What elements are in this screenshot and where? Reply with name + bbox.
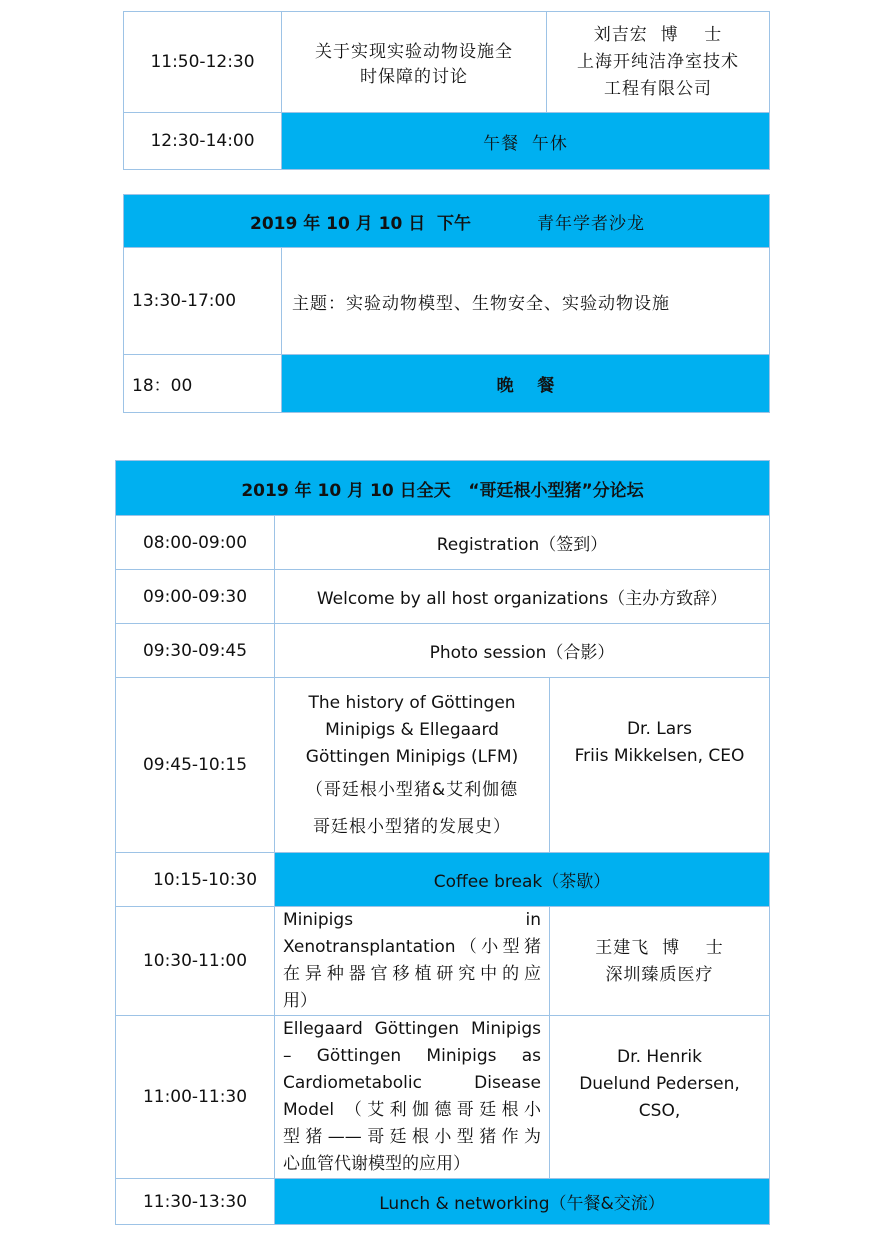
- time-cell: 10:30-11:00: [116, 907, 275, 1016]
- event-cell: Welcome by all host organizations（主办方致辞）: [275, 570, 770, 624]
- topic-line: Cardiometabolic Disease: [283, 1073, 541, 1093]
- time-cell: 12:30-14:00: [124, 113, 282, 170]
- table-row: [124, 113, 770, 170]
- schedule-table-1: [123, 11, 770, 170]
- topic-line: 心血管代谢模型的应用）: [283, 1154, 470, 1174]
- topic-cell: [275, 907, 550, 1016]
- event-cell: Photo session（合影）: [275, 624, 770, 678]
- time-cell: 11:50-12:30: [124, 12, 282, 113]
- time-cell: 08:00-09:00: [116, 516, 275, 570]
- time-cell: 13:30-17:00: [124, 248, 282, 355]
- header-date: 2019 年 10 月 10 日 下午: [250, 213, 472, 234]
- speaker-line: Duelund Pedersen,: [579, 1074, 740, 1094]
- topic-line: 在异种器官移植研究中的应: [283, 964, 541, 984]
- topic-line: Minipigs & Ellegaard: [325, 719, 499, 740]
- table-row: [124, 355, 770, 413]
- topic-line: 型猪——哥廷根小型猪作为: [283, 1127, 541, 1147]
- table-row: [124, 12, 770, 113]
- table-row: [124, 248, 770, 355]
- table-row: [116, 907, 770, 1016]
- schedule-table-3: [115, 460, 770, 1225]
- topic-line: 关于实现实验动物设施全: [315, 42, 513, 62]
- table-row: [116, 624, 770, 678]
- table-row: [116, 570, 770, 624]
- speaker-cell: [550, 678, 770, 853]
- topic-cell: [282, 12, 547, 113]
- topic-line: 用）: [283, 991, 317, 1011]
- time-cell: 11:00-11:30: [116, 1016, 275, 1179]
- dinner-cell: 晚 餐: [282, 355, 770, 413]
- table-row: [116, 1179, 770, 1225]
- topic-line: 时保障的讨论: [360, 67, 468, 87]
- speaker-line: 王建飞 博 士: [595, 938, 724, 958]
- section-header: [124, 195, 770, 248]
- header-title: 青年学者沙龙: [536, 213, 645, 234]
- lunch-cell: 午餐 午休: [282, 113, 770, 170]
- time-cell: 18：00: [124, 355, 282, 413]
- topic-line: Xenotransplantation（小型猪: [283, 937, 541, 957]
- speaker-line: 刘吉宏 博 士: [593, 24, 723, 45]
- speaker-line: 上海开纯洁净室技术: [577, 51, 739, 72]
- speaker-line: Dr. Henrik: [617, 1047, 702, 1067]
- time-cell: 09:00-09:30: [116, 570, 275, 624]
- table-row: [116, 516, 770, 570]
- schedule-table-2: [123, 194, 770, 413]
- theme-cell: 主题：实验动物模型、生物安全、实验动物设施: [282, 248, 770, 355]
- time-cell: 10:15-10:30: [116, 853, 275, 907]
- speaker-line: Friis Mikkelsen, CEO: [574, 746, 745, 766]
- time-cell: 11:30-13:30: [116, 1179, 275, 1225]
- event-cell: Lunch & networking（午餐&交流）: [275, 1179, 770, 1225]
- topic-line: （哥廷根小型猪&艾利伽德: [305, 779, 519, 800]
- speaker-line: Dr. Lars: [626, 719, 693, 739]
- table-header-row: [124, 195, 770, 248]
- speaker-line: 深圳臻质医疗: [605, 965, 714, 985]
- section-header: 2019 年 10 月 10 日全天 “哥廷根小型猪”分论坛: [116, 461, 770, 516]
- event-cell: Coffee break（茶歇）: [275, 853, 770, 907]
- topic-line: Göttingen Minipigs (LFM): [305, 746, 519, 767]
- topic-line: Minipigs in: [283, 910, 541, 930]
- topic-line: The history of Göttingen: [308, 692, 516, 713]
- speaker-cell: [547, 12, 770, 113]
- table-row: [116, 678, 770, 853]
- speaker-cell: [550, 1016, 770, 1179]
- speaker-line: CSO,: [638, 1101, 681, 1121]
- topic-line: Ellegaard Göttingen Minipigs: [283, 1019, 541, 1039]
- speaker-cell: [550, 907, 770, 1016]
- table-row: [116, 853, 770, 907]
- topic-cell: [275, 1016, 550, 1179]
- topic-line: 哥廷根小型猪的发展史）: [313, 816, 511, 837]
- time-cell: 09:30-09:45: [116, 624, 275, 678]
- topic-line: Model （艾利伽德哥廷根小: [283, 1100, 541, 1120]
- table-header-row: [116, 461, 770, 516]
- event-cell: Registration（签到）: [275, 516, 770, 570]
- speaker-line: 工程有限公司: [604, 78, 712, 99]
- table-row: [116, 1016, 770, 1179]
- topic-cell: [275, 678, 550, 853]
- topic-line: – Göttingen Minipigs as: [283, 1046, 541, 1066]
- time-cell: 09:45-10:15: [116, 678, 275, 853]
